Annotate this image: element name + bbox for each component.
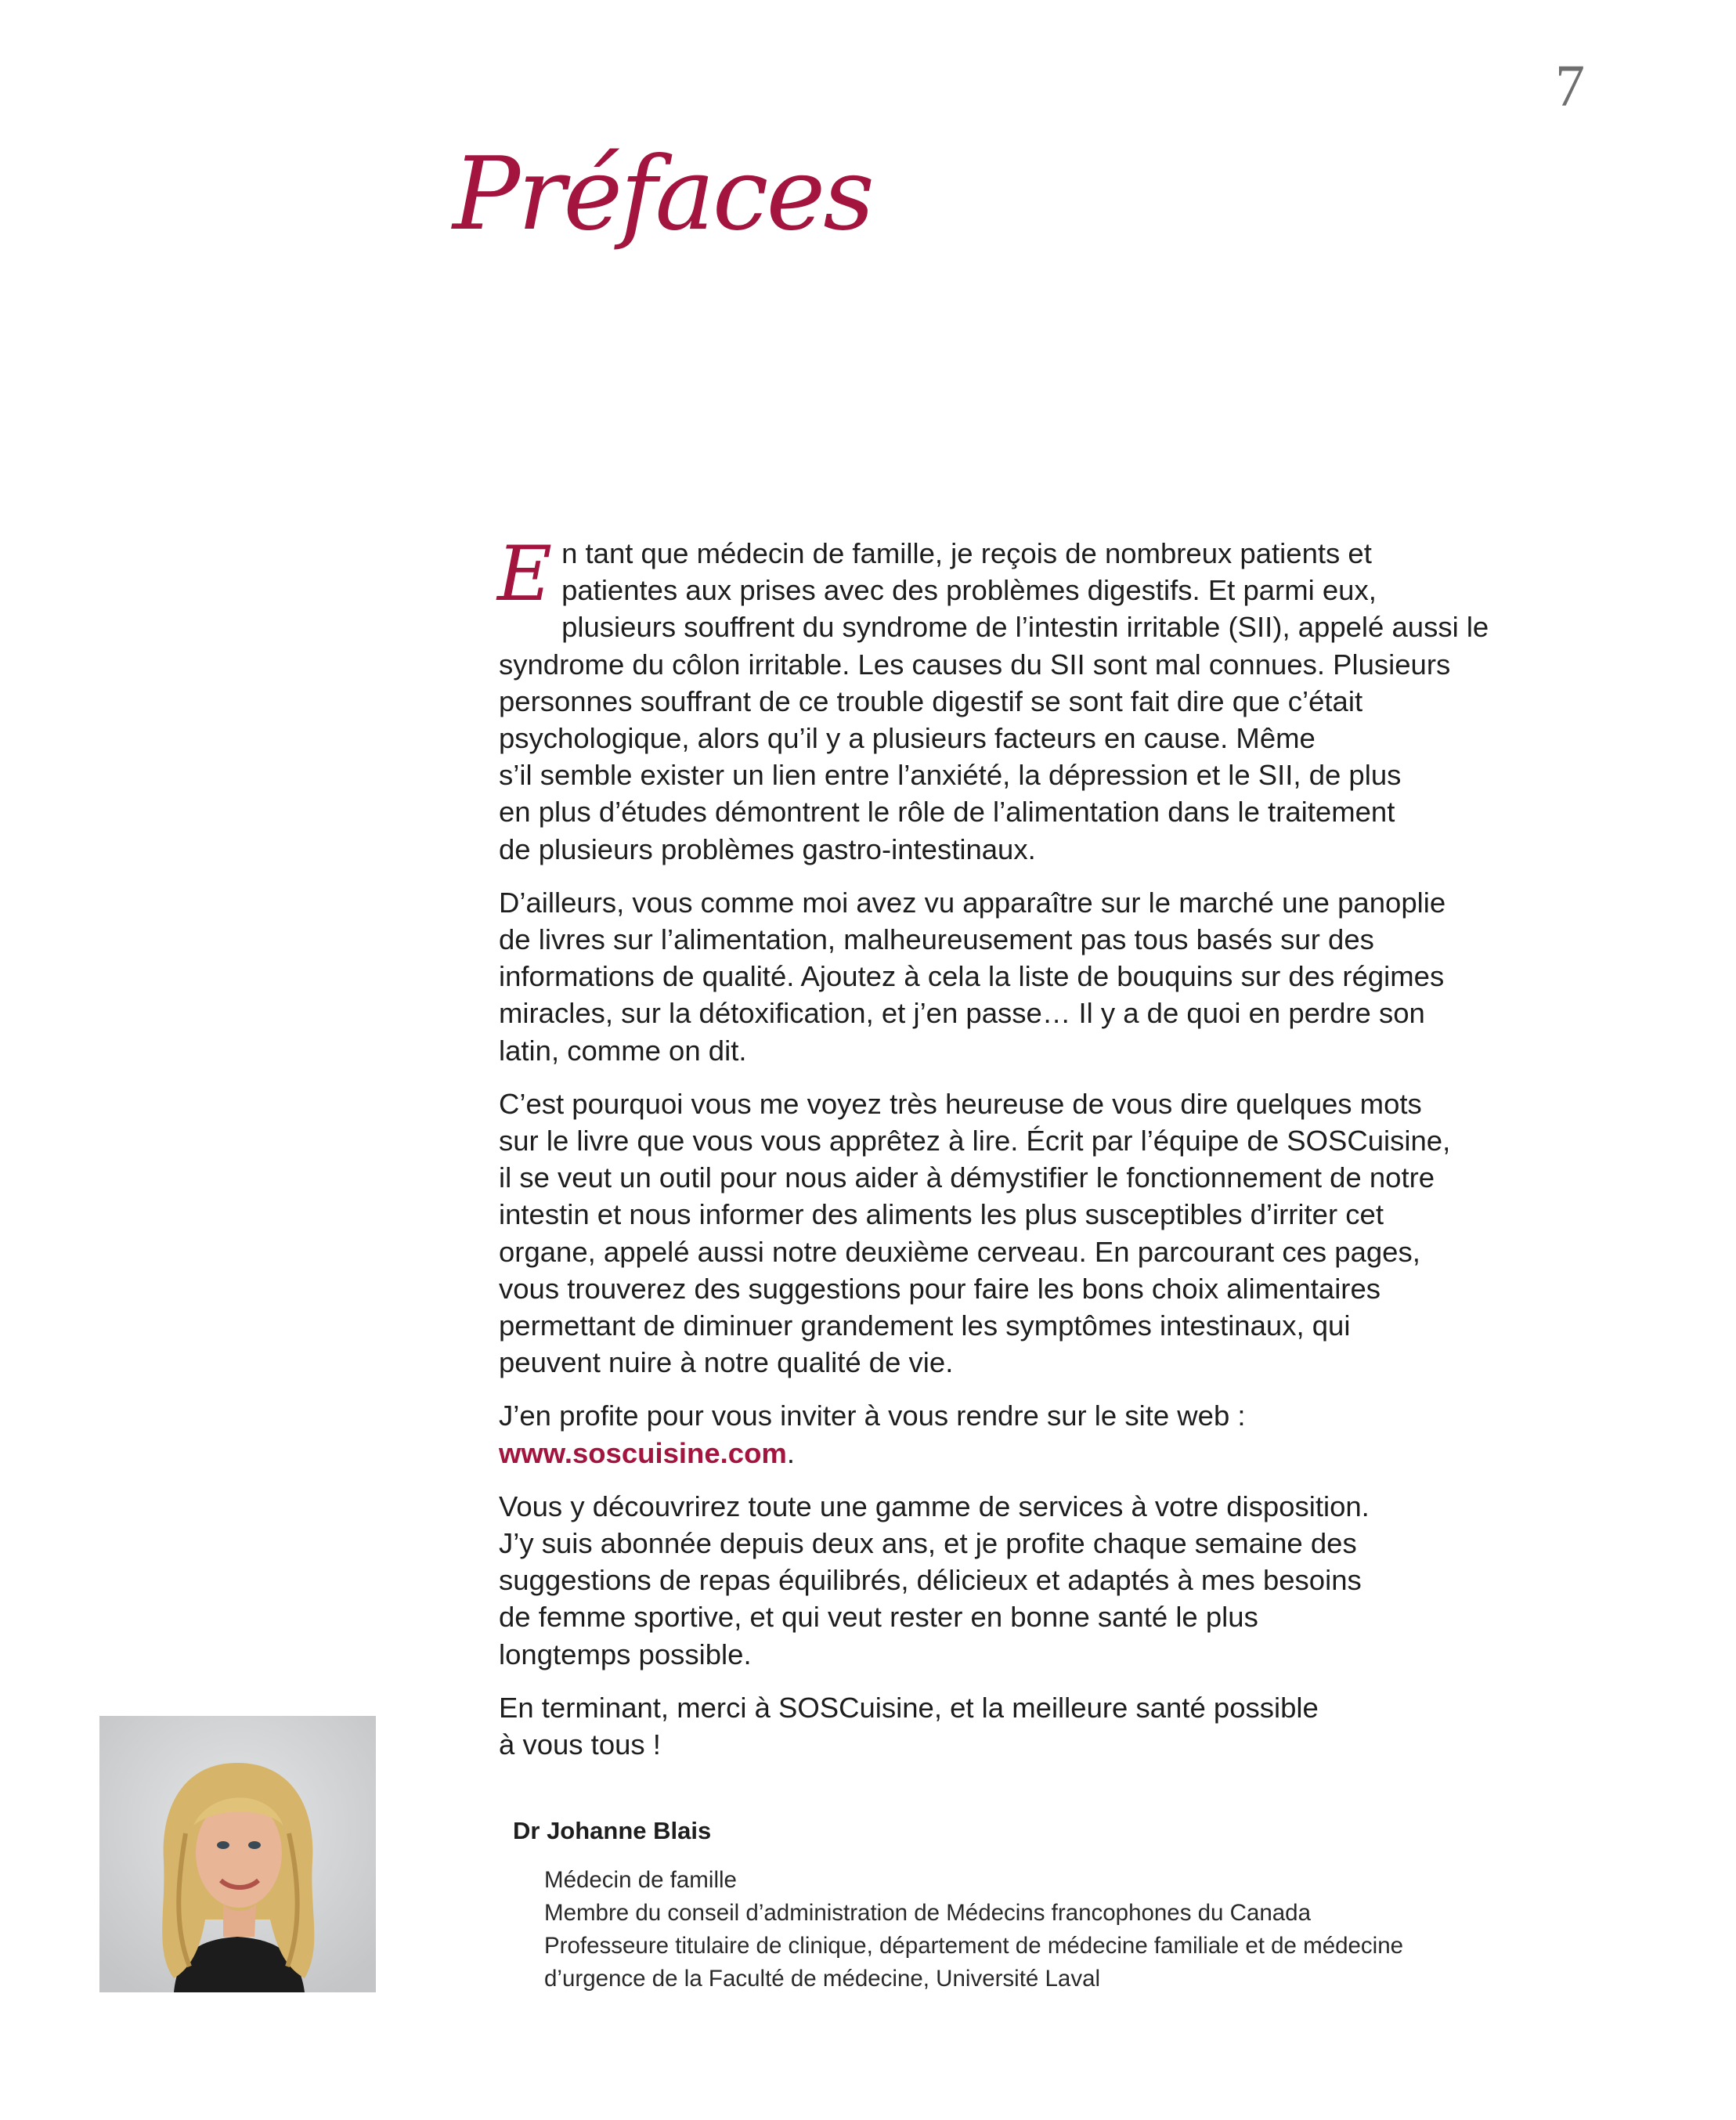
signature-block — [513, 1817, 1609, 1995]
paragraph-1-text: n tant que médecin de famille, je reçois de nombreux patients et patientes aux prises avec des problèmes digestifs. Et parmi eux, plusieurs souffrent du syndrome de l’intestin irritable (SII), appelé aussi le syndrome du côlon irritable. Les causes du SII sont mal connues. Plusieurs personnes souffrant de ce trouble digestif se sont fait dire que c’était psychologique, alors qu’il y a plusieurs facteurs en cause. Même s’il semble exister un lien entre l’anxiété, la dépression et le SII, de plus en plus d’études démontrent le rôle de l’alimentation dans le traitement de plusieurs problèmes gastro-intestinaux. — [499, 537, 1489, 865]
page-number: 7 — [1555, 53, 1585, 119]
paragraph-2: D’ailleurs, vous comme moi avez vu apparaître sur le marché une panoplie de livres sur l’alimentation, malheureusement pas tous basés sur des informations de qualité. Ajoutez à cela la liste de bouquins sur des régimes miracles, sur la détoxification, et j’en passe… Il y a de quoi en perdre son latin, comme on dit. — [499, 886, 1446, 1067]
website-suffix: . — [786, 1436, 795, 1469]
paragraph-5: Vous y découvrirez toute une gamme de services à votre disposition. J’y suis abonnée depuis deux ans, et je profite chaque semaine des suggestions de repas équilibrés, délicieux et adaptés à mes besoins de femme sportive, et qui veut rester en bonne santé le plus longtemps possible. — [499, 1490, 1370, 1670]
author-name: Dr Johanne Blais — [513, 1817, 712, 1844]
portrait-image — [99, 1716, 376, 1992]
paragraph-4-intro: J’en profite pour vous inviter à vous rendre sur le site web : — [499, 1399, 1246, 1432]
author-credentials — [544, 1864, 1609, 1995]
paragraph-4 — [499, 1397, 1587, 1471]
preface-body — [497, 530, 1587, 1779]
drop-cap: E — [497, 530, 553, 618]
paragraph-1 — [497, 530, 1587, 868]
paragraph-6: En terminant, merci à SOSCuisine, et la meilleure santé possible à vous tous ! — [499, 1691, 1319, 1761]
credential-line: d’urgence de la Faculté de médecine, Université Laval — [544, 1966, 1101, 1992]
credential-line: Membre du conseil d’administration de Médecins francophones du Canada — [544, 1900, 1311, 1926]
paragraph-3: C’est pourquoi vous me voyez très heureuse de vous dire quelques mots sur le livre que vous vous apprêtez à lire. Écrit par l’équipe de SOSCuisine, il se veut un outil pour nous aider à démystifier le fonctionnement de notre intestin et nous informer des aliments les plus susceptibles d’irriter cet organe, appelé aussi notre deuxième cerveau. En parcourant ces pages, vous trouverez des suggestions pour faire les bons choix alimentaires permettant de diminuer grandement les symptômes intestinaux, qui peuvent nuire à notre qualité de vie. — [499, 1087, 1451, 1379]
author-photo — [99, 1716, 376, 1992]
website-link[interactable]: www.soscuisine.com — [499, 1436, 787, 1469]
credential-line: Professeure titulaire de clinique, département de médecine familiale et de médecine — [544, 1933, 1404, 1959]
credential-line: Médecin de famille — [544, 1867, 737, 1893]
page-title: Préfaces — [453, 136, 872, 253]
